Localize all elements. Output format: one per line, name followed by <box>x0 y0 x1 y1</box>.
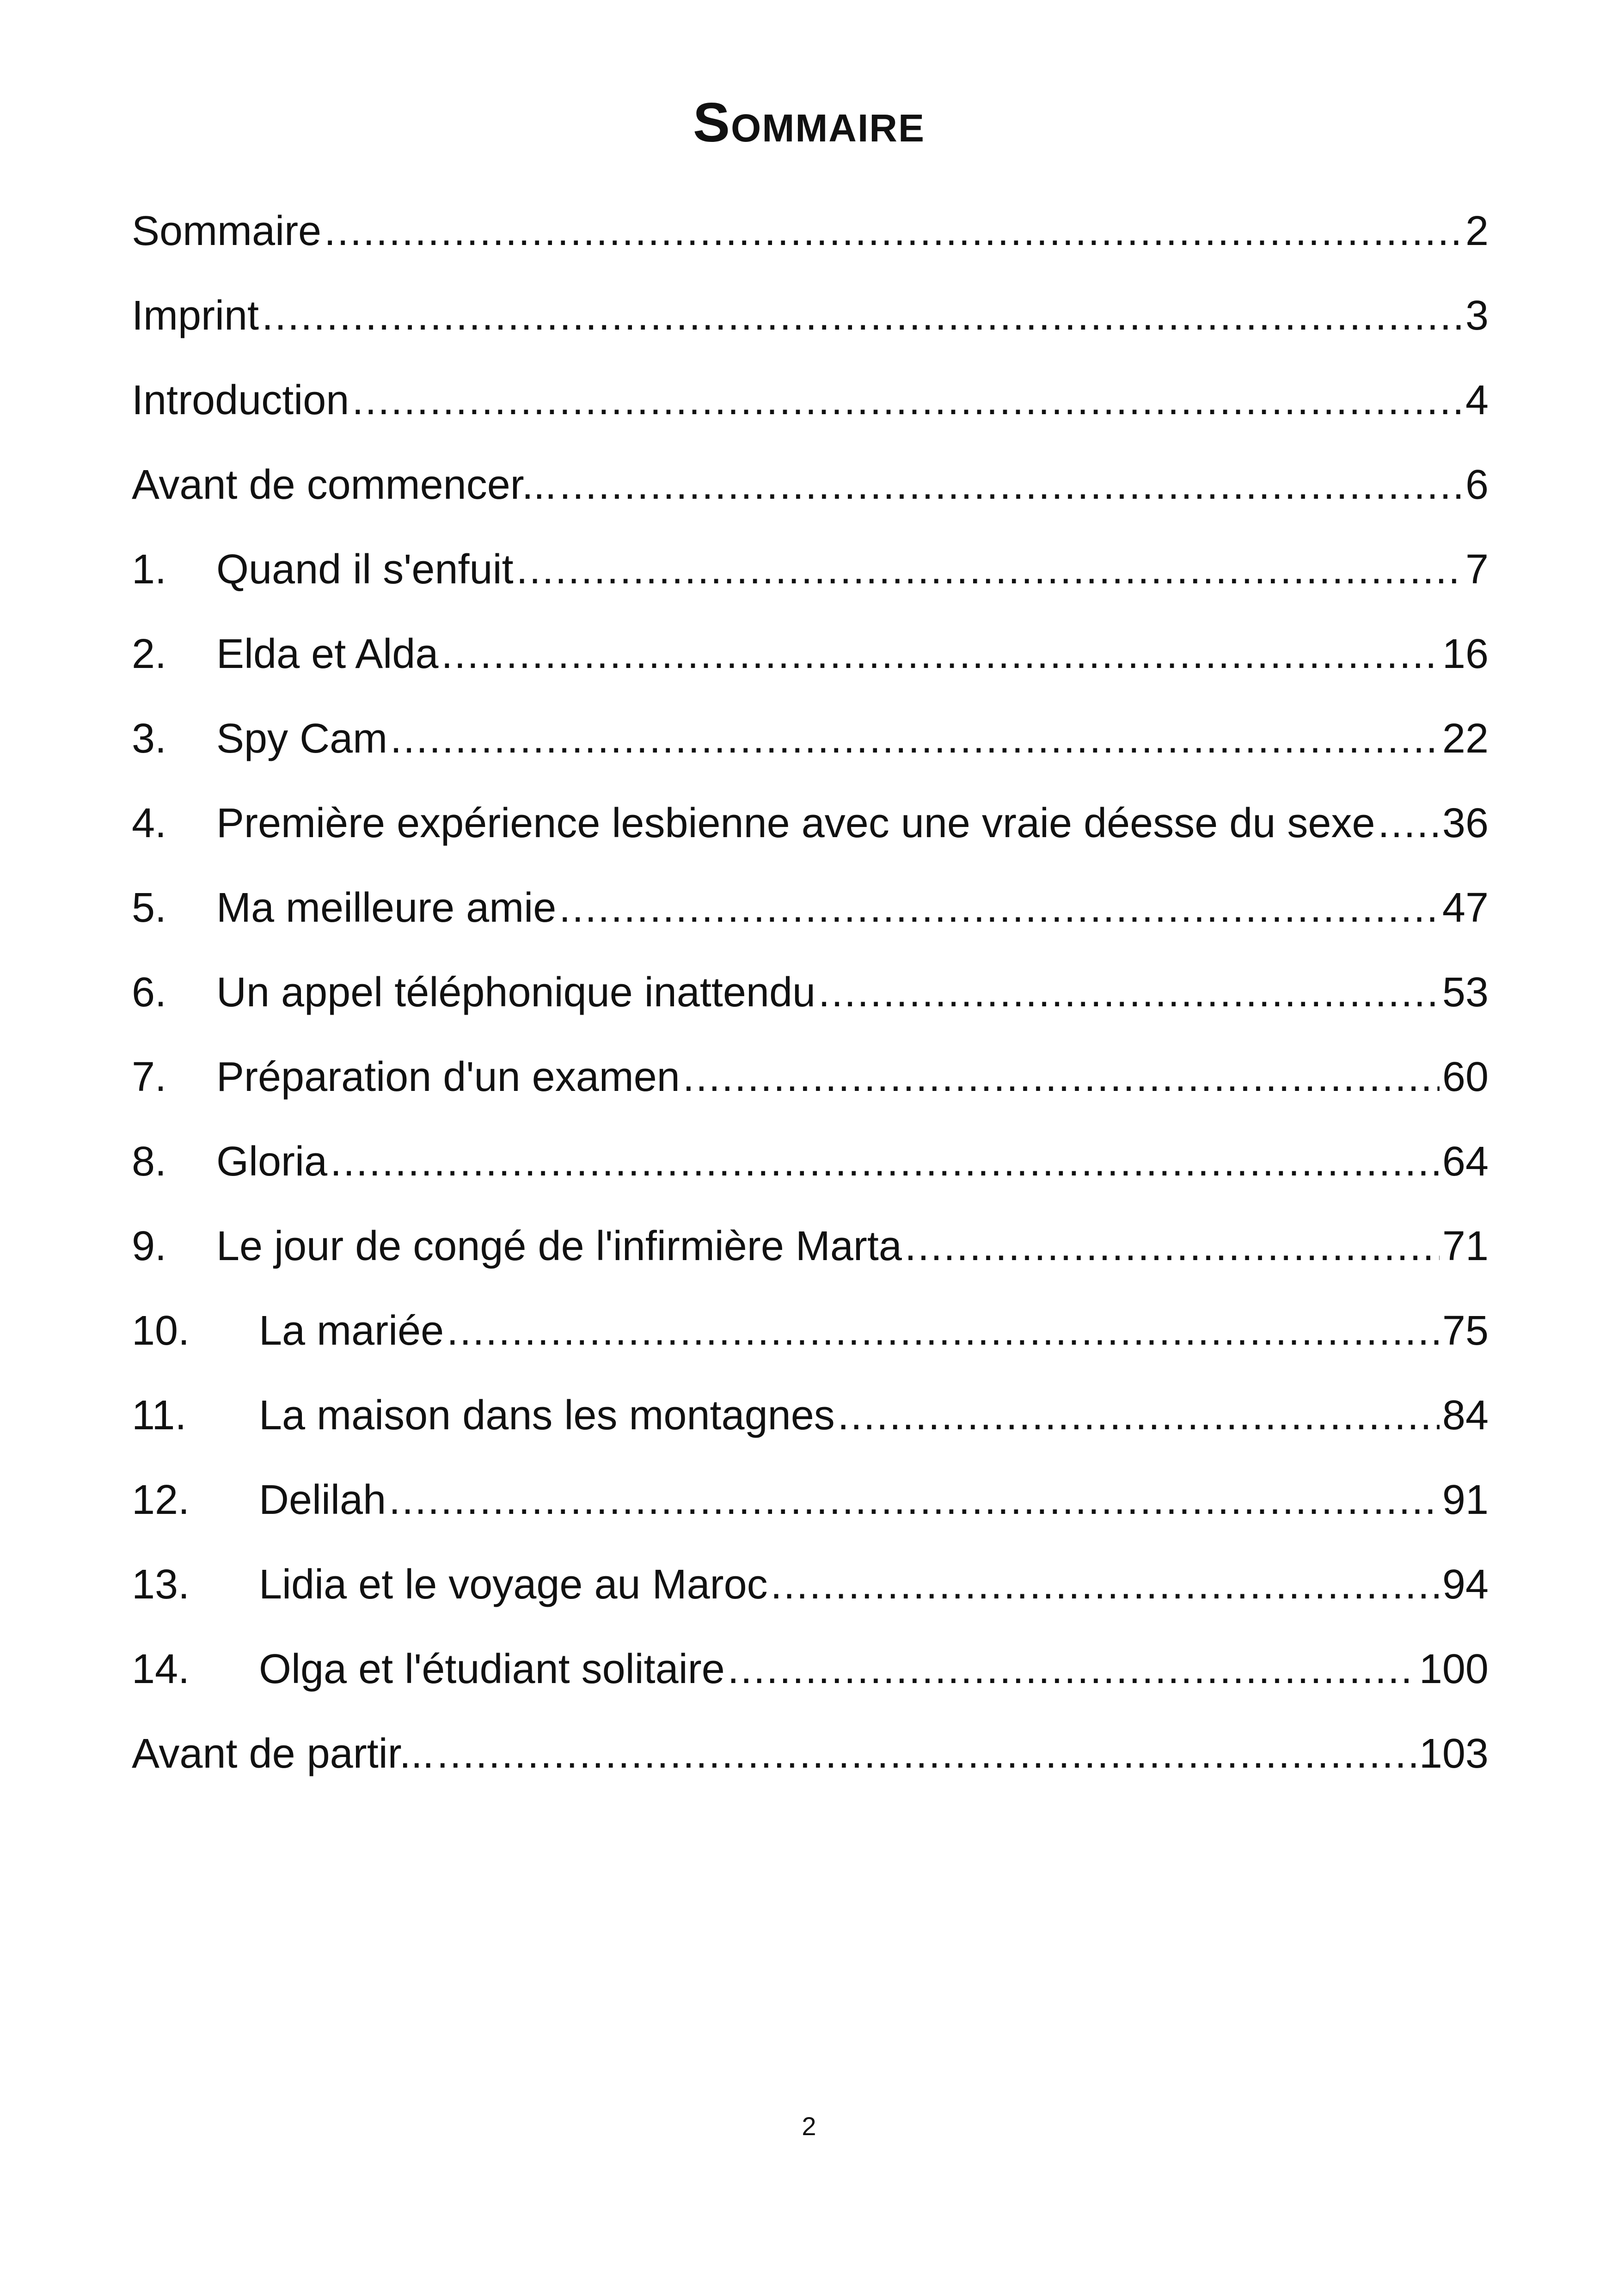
toc-entry-label: Imprint <box>132 293 259 339</box>
toc-entry-label: Ma meilleure amie <box>216 885 557 931</box>
toc-entry[interactable] <box>132 876 1489 960</box>
toc-entry-page: 100 <box>1419 1646 1489 1692</box>
toc-entry-label: La mariée <box>259 1308 444 1354</box>
toc-entry[interactable] <box>132 453 1489 537</box>
toc-leader-dots <box>441 622 1440 686</box>
toc-entry-number: 10. <box>132 1308 190 1354</box>
toc-leader-dots <box>352 368 1463 433</box>
toc-entry[interactable] <box>132 283 1489 368</box>
toc-leader-dots <box>516 537 1463 602</box>
toc-leader-dots <box>262 283 1463 348</box>
toc-entry-page: 103 <box>1419 1731 1489 1777</box>
toc-entry-page: 2 <box>1465 208 1489 254</box>
toc-leader-dots <box>559 453 1463 517</box>
toc-entry[interactable] <box>132 368 1489 453</box>
toc-entry-page: 4 <box>1465 377 1489 423</box>
toc-entry-number: 2. <box>132 631 167 677</box>
toc-leader-dots <box>559 876 1440 940</box>
toc-entry-page: 75 <box>1442 1308 1489 1354</box>
toc-entry[interactable] <box>132 1383 1489 1468</box>
toc-entry-number: 12. <box>132 1477 190 1523</box>
toc-entry[interactable] <box>132 1129 1489 1214</box>
toc-leader-dots <box>728 1637 1416 1702</box>
toc-entry[interactable] <box>132 1721 1489 1806</box>
toc-entry[interactable] <box>132 1552 1489 1637</box>
toc-leader-dots <box>683 1045 1440 1109</box>
toc-entry[interactable] <box>132 622 1489 706</box>
toc-entry-label: Avant de commencer... <box>132 462 557 508</box>
toc-entry-label: Un appel téléphonique inattendu <box>216 969 816 1016</box>
toc-leader-dots <box>771 1552 1440 1617</box>
toc-entry[interactable] <box>132 706 1489 791</box>
toc-leader-dots <box>818 960 1440 1025</box>
toc-leader-dots <box>905 1214 1440 1279</box>
toc-leader-dots <box>838 1383 1440 1448</box>
toc-entry-label: Delilah <box>259 1477 386 1523</box>
toc-entry-label: La maison dans les montagnes <box>259 1392 835 1439</box>
toc-entry-number: 9. <box>132 1223 167 1269</box>
toc-entry-page: 60 <box>1442 1054 1489 1100</box>
toc-entry[interactable] <box>132 791 1489 876</box>
toc-entry-number: 5. <box>132 885 167 931</box>
toc-entry-page: 91 <box>1442 1477 1489 1523</box>
toc-entry[interactable] <box>132 1468 1489 1552</box>
toc-entry-number: 3. <box>132 716 167 762</box>
toc-entry[interactable] <box>132 1045 1489 1129</box>
toc-entry-label: Avant de partir... <box>132 1731 434 1777</box>
toc-entry-number: 8. <box>132 1139 167 1185</box>
toc-leader-dots <box>1378 791 1440 856</box>
toc-entry-page: 71 <box>1442 1223 1489 1269</box>
toc-entry-number: 6. <box>132 969 167 1016</box>
toc-entry-label: Spy Cam <box>216 716 388 762</box>
toc-entry-label: Première expérience lesbienne avec une vraie déesse du sexe <box>216 800 1375 846</box>
toc-entry-label: Elda et Alda <box>216 631 439 677</box>
toc-entry[interactable] <box>132 960 1489 1045</box>
toc-entry-number: 13. <box>132 1561 190 1608</box>
toc-leader-dots <box>324 199 1463 263</box>
toc-entry[interactable] <box>132 537 1489 622</box>
toc-entry-number: 14. <box>132 1646 190 1692</box>
toc-entry-label: Le jour de congé de l'infirmière Marta <box>216 1223 902 1269</box>
page-number-footer: 2 <box>802 2112 816 2141</box>
toc-entry-label: Préparation d'un examen <box>216 1054 680 1100</box>
toc-entry[interactable] <box>132 1298 1489 1383</box>
toc-entry[interactable] <box>132 199 1489 283</box>
toc-entry-page: 53 <box>1442 969 1489 1016</box>
toc-entry-page: 94 <box>1442 1561 1489 1608</box>
toc-entry-number: 11. <box>132 1392 187 1439</box>
toc-entry-page: 64 <box>1442 1139 1489 1185</box>
toc-entry-page: 36 <box>1442 800 1489 846</box>
toc-entry[interactable] <box>132 1637 1489 1721</box>
table-of-contents <box>132 199 1489 1806</box>
toc-entry-number: 1. <box>132 546 167 593</box>
toc-entry-label: Sommaire <box>132 208 322 254</box>
page-title: Sommaire <box>693 92 925 153</box>
toc-entry-label: Gloria <box>216 1139 328 1185</box>
toc-entry-page: 47 <box>1442 885 1489 931</box>
toc-entry-page: 16 <box>1442 631 1489 677</box>
toc-entry-page: 84 <box>1442 1392 1489 1439</box>
toc-entry-page: 3 <box>1465 293 1489 339</box>
toc-leader-dots <box>389 1468 1440 1532</box>
toc-entry-number: 4. <box>132 800 167 846</box>
toc-entry-label: Introduction <box>132 377 349 423</box>
toc-entry-label: Olga et l'étudiant solitaire <box>259 1646 725 1692</box>
toc-entry-label: Lidia et le voyage au Maroc <box>259 1561 768 1608</box>
toc-leader-dots <box>447 1298 1440 1363</box>
toc-entry-page: 22 <box>1442 716 1489 762</box>
toc-leader-dots <box>437 1721 1416 1786</box>
toc-entry-page: 7 <box>1465 546 1489 593</box>
toc-entry-page: 6 <box>1465 462 1489 508</box>
toc-entry-number: 7. <box>132 1054 167 1100</box>
toc-entry-label: Quand il s'enfuit <box>216 546 514 593</box>
toc-leader-dots <box>390 706 1440 771</box>
toc-leader-dots <box>330 1129 1440 1194</box>
toc-entry[interactable] <box>132 1214 1489 1298</box>
